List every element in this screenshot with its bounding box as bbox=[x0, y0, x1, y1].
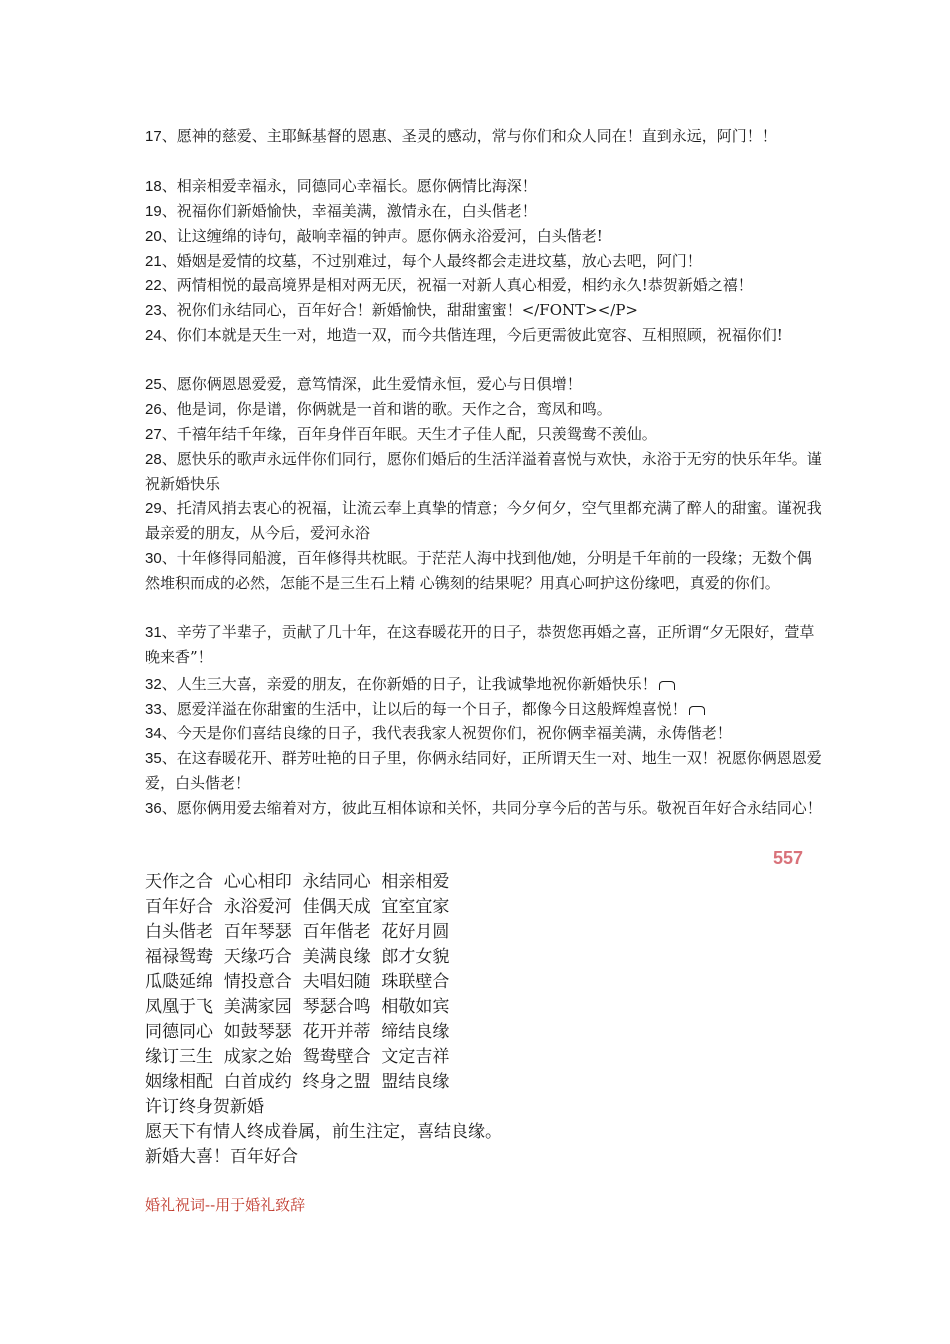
blessing-text: 、千禧年结千年缘，百年身伴百年眠。天生才子佳人配，只羡鸳鸯不羡仙。 bbox=[161, 425, 657, 443]
blessing-text: 、婚姻是爱情的坟墓，不过别难过，每个人最终都会走进坟墓，放心去吧，阿门！ bbox=[161, 252, 702, 270]
page-number: 557 bbox=[773, 848, 804, 868]
blessing-32 bbox=[145, 672, 825, 697]
blessing-number: 25 bbox=[145, 376, 162, 393]
blessing-text: 、在这春暖花开、群芳吐艳的日子里，你俩永结同好，正所谓天生一对、地生一双！祝愿你俩恩恩爱爱，白头偕老！ bbox=[145, 749, 822, 792]
blessing-text: 、让这缠绵的诗句，敲响幸福的钟声。愿你俩永浴爱河，白头偕老! bbox=[161, 227, 603, 245]
phrase-line: 愿天下有情人终成眷属，前生注定，喜结良缘。 bbox=[145, 1122, 502, 1142]
phrase-line: 百年好合 永浴爱河 佳偶天成 宜室宜家 bbox=[145, 897, 450, 917]
blessing-number: 17 bbox=[145, 128, 162, 145]
blessing-34 bbox=[145, 721, 825, 746]
blessing-text: 、今天是你们喜结良缘的日子，我代表我家人祝贺你们，祝你俩幸福美满，永俦偕老！ bbox=[161, 724, 732, 742]
blessing-18 bbox=[145, 174, 825, 199]
blessing-number: 35 bbox=[145, 750, 162, 767]
blessing-number: 23 bbox=[145, 302, 162, 319]
blessing-28 bbox=[145, 447, 825, 496]
blessing-number: 21 bbox=[145, 253, 162, 270]
blessing-text: 、托清风捎去衷心的祝福，让流云奉上真挚的情意；今夕何夕，空气里都充满了醉人的甜蜜。谨祝我最亲爱的朋友，从今后，爱河永浴 bbox=[145, 499, 822, 542]
blessing-24 bbox=[145, 323, 825, 348]
phrase-line: 福禄鸳鸯 天缘巧合 美满良缘 郎才女貌 bbox=[145, 947, 450, 967]
phrase-line: 天作之合 心心相印 永结同心 相亲相爱 bbox=[145, 872, 450, 892]
blessing-text: 、他是词，你是谱，你俩就是一首和谐的歌。天作之合，鸾凤和鸣。 bbox=[161, 400, 612, 418]
blessing-text: 、愿你俩用爱去缩着对方，彼此互相体谅和关怀，共同分享今后的苦与乐。敬祝百年好合永结同心！ bbox=[161, 799, 822, 817]
blessing-31 bbox=[145, 620, 825, 669]
blessing-number: 29 bbox=[145, 500, 162, 517]
phrase-line: 新婚大喜！百年好合 bbox=[145, 1147, 298, 1167]
blessing-29 bbox=[145, 496, 825, 545]
blessing-20 bbox=[145, 224, 825, 249]
blessing-number: 22 bbox=[145, 277, 162, 294]
blessing-26 bbox=[145, 397, 825, 422]
blessing-number: 36 bbox=[145, 800, 162, 817]
phrase-line: 同德同心 如鼓琴瑟 花开并蒂 缔结良缘 bbox=[145, 1022, 450, 1042]
phrase-line: 许订终身贺新婚 bbox=[145, 1097, 264, 1117]
blessing-number: 33 bbox=[145, 701, 162, 718]
blessing-30 bbox=[145, 546, 825, 595]
blessing-text: 、祝福你们新婚愉快，幸福美满，激情永在，白头偕老！ bbox=[161, 202, 537, 220]
blessing-33 bbox=[145, 697, 825, 722]
blessing-27 bbox=[145, 422, 825, 447]
blessing-text: 、愿你俩恩恩爱爱，意笃情深，此生爱情永恒，爱心与日俱增！ bbox=[161, 375, 582, 393]
blessing-number: 31 bbox=[145, 624, 162, 641]
phrase-list bbox=[145, 870, 502, 1170]
scan-mark-icon bbox=[659, 681, 675, 690]
scan-mark-icon bbox=[689, 706, 705, 715]
blessing-text: 、你们本就是天生一对，地造一双，而今共偕连理，今后更需彼此宽容、互相照顾，祝福你们! bbox=[161, 326, 783, 344]
blessing-text: 、祝你们永结同心，百年好合！新婚愉快，甜甜蜜蜜！</FONT></P> bbox=[161, 301, 638, 319]
blessing-number: 32 bbox=[145, 676, 162, 693]
footer-link[interactable]: 婚礼祝词--用于婚礼致辞 bbox=[145, 1196, 306, 1214]
blessing-25 bbox=[145, 372, 825, 397]
blessing-19 bbox=[145, 199, 825, 224]
blessing-number: 26 bbox=[145, 401, 162, 418]
blessing-text: 、辛劳了半辈子，贡献了几十年，在这春暖花开的日子，恭贺您再婚之喜，正所谓“夕无限好，萱草晚来香”！ bbox=[145, 623, 815, 666]
blessing-text: 、人生三大喜，亲爱的朋友，在你新婚的日子，让我诚挚地祝你新婚快乐！ bbox=[161, 675, 657, 693]
blessing-text: 、两情相悦的最高境界是相对两无厌，祝福一对新人真心相爱，相约永久!恭贺新婚之禧！ bbox=[161, 276, 753, 294]
phrase-line: 白头偕老 百年琴瑟 百年偕老 花好月圆 bbox=[145, 922, 450, 942]
blessing-22 bbox=[145, 273, 825, 298]
blessing-number: 24 bbox=[145, 327, 162, 344]
phrase-line: 瓜瓞延绵 情投意合 夫唱妇随 珠联壁合 bbox=[145, 972, 450, 992]
blessing-number: 27 bbox=[145, 426, 162, 443]
blessing-35 bbox=[145, 746, 825, 795]
blessing-number: 30 bbox=[145, 550, 162, 567]
phrase-line: 姻缘相配 白首成约 终身之盟 盟结良缘 bbox=[145, 1072, 450, 1092]
blessing-23 bbox=[145, 298, 825, 323]
blessing-number: 34 bbox=[145, 725, 162, 742]
phrase-line: 凤凰于飞 美满家园 琴瑟合鸣 相敬如宾 bbox=[145, 997, 450, 1017]
blessing-number: 18 bbox=[145, 178, 162, 195]
blessing-text: 、相亲相爱幸福永，同德同心幸福长。愿你俩情比海深！ bbox=[161, 177, 537, 195]
blessing-36 bbox=[145, 796, 825, 821]
blessing-21 bbox=[145, 249, 825, 274]
blessing-number: 28 bbox=[145, 451, 162, 468]
blessing-text: 、愿神的慈爱、主耶稣基督的恩惠、圣灵的感动，常与你们和众人同在！直到永远，阿门！！ bbox=[161, 127, 777, 145]
blessing-text: 、愿爱洋溢在你甜蜜的生活中，让以后的每一个日子，都像今日这般辉煌喜悦！ bbox=[161, 700, 687, 718]
blessing-text: 、十年修得同船渡，百年修得共枕眠。于茫茫人海中找到他/她，分明是千年前的一段缘；无数个偶然堆积而成的必然，怎能不是三生石上精 心镌刻的结果呢？用真心呵护这份缘吧，真爱的你们。 bbox=[145, 549, 812, 592]
blessing-17 bbox=[145, 124, 825, 149]
phrase-line: 缘订三生 成家之始 鸳鸯壁合 文定吉祥 bbox=[145, 1047, 450, 1067]
blessing-number: 19 bbox=[145, 203, 162, 220]
blessing-text: 、愿快乐的歌声永远伴你们同行，愿你们婚后的生活洋溢着喜悦与欢快，永浴于无穷的快乐年华。谨祝新婚快乐 bbox=[145, 450, 822, 493]
blessing-number: 20 bbox=[145, 228, 162, 245]
